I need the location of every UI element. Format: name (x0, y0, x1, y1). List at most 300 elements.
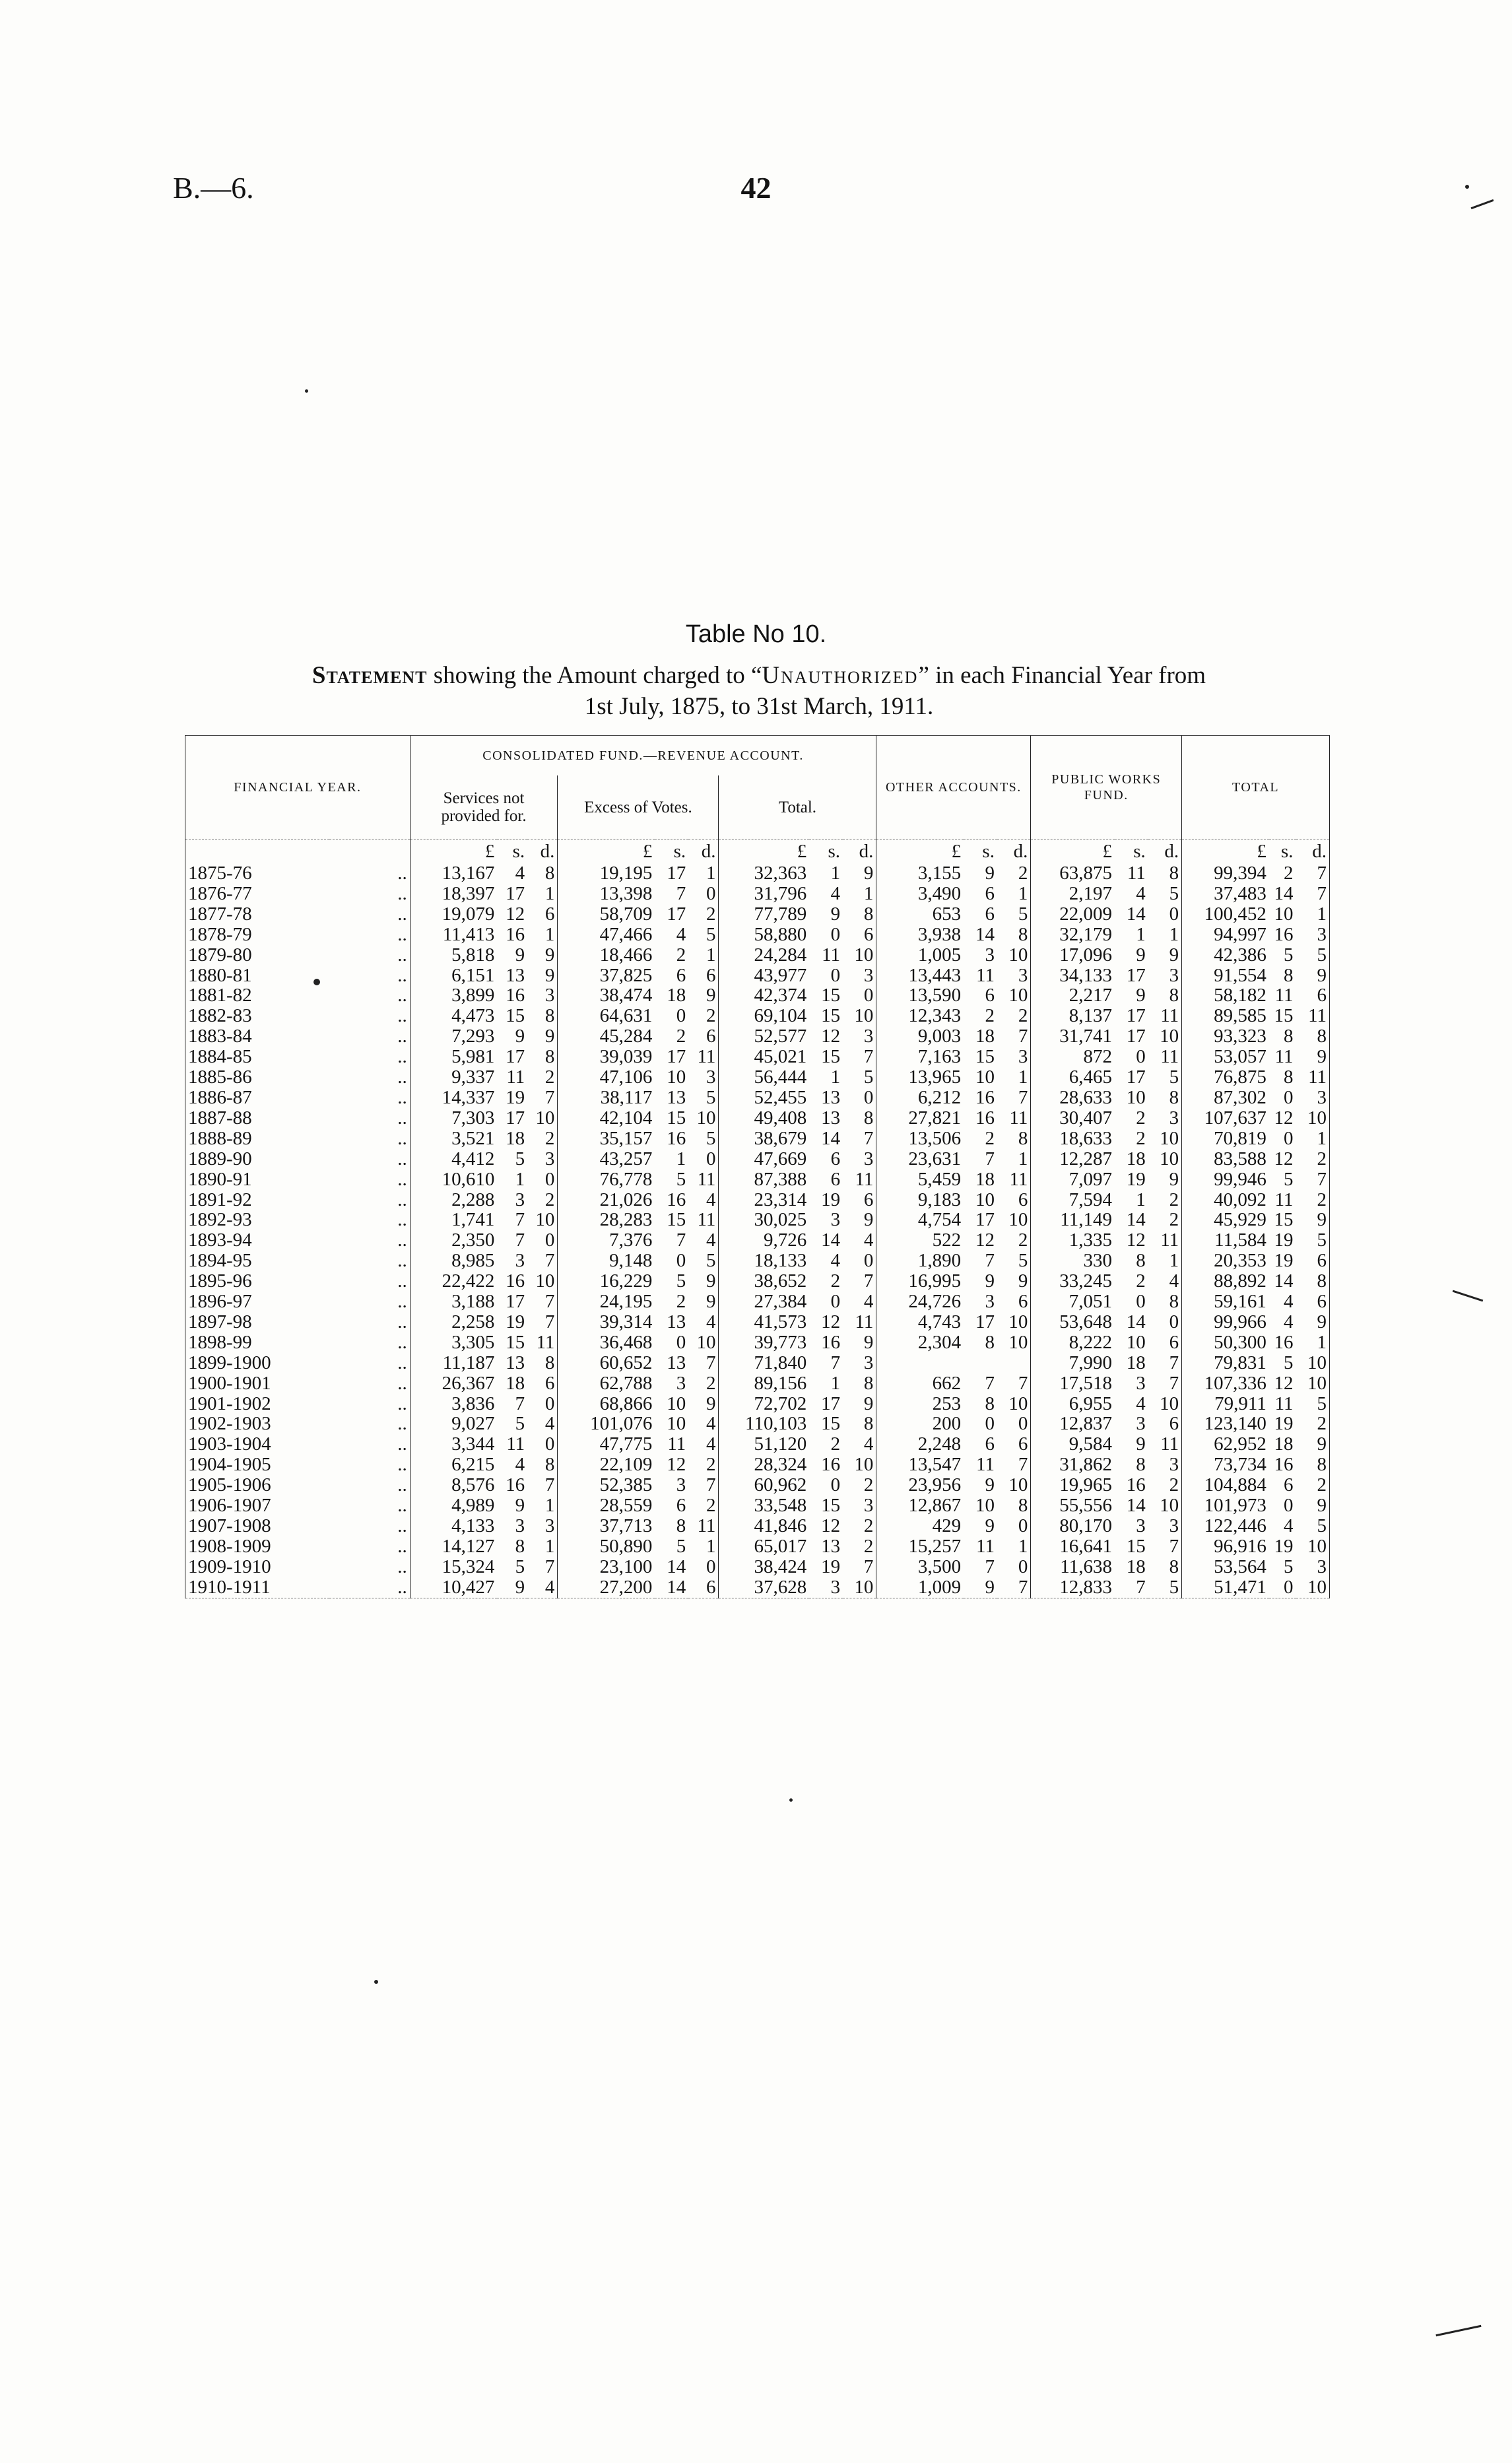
revenue-total-pence-cell: 0 (863, 985, 874, 1006)
public-works-shillings-cell: 0 (1136, 1046, 1146, 1068)
grand-total-pence-cell: 10 (1296, 1577, 1330, 1598)
grand-total-pounds-cell: 50,300 (1182, 1332, 1269, 1353)
public-works-pence-cell: 10 (1160, 1495, 1179, 1517)
other-accounts-pounds-cell: 7,163 (876, 1047, 964, 1067)
grand-total-pounds-cell: 37,483 (1182, 884, 1269, 904)
table-row (185, 1332, 1330, 1353)
excess-pence-cell: 5 (706, 1250, 716, 1272)
table-row (185, 1536, 1330, 1557)
revenue-total-shillings-cell: 19 (821, 1189, 841, 1210)
excess-pence-cell: 6 (706, 964, 716, 986)
revenue-total-pence-cell: 9 (863, 1331, 874, 1353)
revenue-total-pounds-cell: 41,846 (719, 1516, 809, 1536)
services-pounds-cell: 1,741 (410, 1210, 497, 1230)
services-pence-cell: 8 (544, 1454, 555, 1476)
financial-year-cell: 1903-1904 (185, 1434, 330, 1455)
public-works-pence-cell: 1 (1169, 1250, 1179, 1272)
public-works-pounds-cell: 12,837 (1031, 1414, 1115, 1434)
leader-dots: .. (397, 1189, 407, 1210)
services-pounds-cell: 3,899 (410, 985, 497, 1006)
table-row (185, 1088, 1330, 1108)
grand-total-pence-cell: 6 (1296, 1292, 1330, 1312)
table-row (185, 863, 1330, 884)
public-works-shillings-cell: 3 (1136, 1372, 1146, 1394)
revenue-total-pounds-cell: 42,374 (719, 985, 809, 1006)
excess-shillings-cell: 10 (667, 1067, 686, 1088)
financial-year-cell: 1882-83 (185, 1006, 330, 1026)
grand-total-pounds-cell: 87,302 (1182, 1088, 1269, 1108)
other-accounts-pence-cell: 2 (1018, 1005, 1028, 1027)
excess-shillings-cell: 7 (676, 1230, 686, 1251)
financial-year-cell: 1891-92 (185, 1190, 330, 1210)
other-accounts-shillings-cell: 6 (985, 903, 995, 925)
revenue-total-pounds-cell: 27,384 (719, 1292, 809, 1312)
table-row (185, 1414, 1330, 1434)
leader-dots: .. (397, 985, 407, 1006)
financial-year-cell: 1884-85 (185, 1047, 330, 1067)
grand-total-pence-cell: 5 (1296, 1394, 1330, 1414)
public-works-shillings-cell: 9 (1136, 944, 1146, 966)
excess-pence-cell: 11 (697, 1046, 716, 1068)
grand-total-pounds-cell: 104,884 (1182, 1475, 1269, 1495)
grand-total-shillings-cell: 19 (1274, 1250, 1294, 1272)
excess-pence-cell: 6 (706, 1026, 716, 1047)
excess-pence-cell: 2 (706, 1005, 716, 1027)
grand-total-pence-cell: 10 (1296, 1373, 1330, 1394)
services-pounds-cell: 19,079 (410, 904, 497, 925)
public-works-shillings-cell: 14 (1126, 1495, 1146, 1517)
public-works-shillings-cell: 8 (1136, 1454, 1146, 1476)
other-accounts-pounds-cell: 13,590 (876, 985, 964, 1006)
services-pounds-cell: 9,337 (410, 1067, 497, 1088)
financial-year-cell: 1889-90 (185, 1149, 330, 1169)
services-pence-cell: 9 (544, 1026, 555, 1047)
revenue-total-pounds-cell: 31,796 (719, 884, 809, 904)
services-pence-cell: 3 (544, 1515, 555, 1536)
services-shillings-cell: 15 (506, 1005, 525, 1027)
grand-total-pounds-cell: 70,819 (1182, 1129, 1269, 1149)
leader-dots: .. (397, 1474, 407, 1496)
services-shillings-cell: 16 (506, 923, 525, 945)
header-services-not-provided: Services not provided for. (410, 775, 558, 839)
excess-shillings-cell: 14 (655, 1577, 688, 1598)
leader-dots: .. (397, 1250, 407, 1272)
revenue-total-pounds-cell: 32,363 (719, 863, 809, 884)
services-pounds-cell: 26,367 (410, 1373, 497, 1394)
financial-year-cell: 1899-1900 (185, 1353, 330, 1373)
leader-dots: .. (397, 1086, 407, 1108)
public-works-shillings-cell: 14 (1126, 1311, 1146, 1332)
other-accounts-pounds-cell: 23,956 (876, 1475, 964, 1495)
excess-pounds-cell: 27,200 (558, 1577, 655, 1598)
revenue-total-pounds-cell: 51,120 (719, 1434, 809, 1455)
revenue-total-shillings-cell: 12 (821, 1515, 841, 1536)
grand-total-shillings-cell: 12 (1274, 1107, 1294, 1129)
revenue-total-pounds-cell: 38,424 (719, 1557, 809, 1577)
revenue-total-pence-cell: 11 (855, 1311, 874, 1332)
revenue-total-pounds-cell: 58,880 (719, 925, 809, 945)
revenue-total-shillings-cell: 0 (830, 1474, 841, 1496)
other-accounts-shillings-cell: 2 (985, 1127, 995, 1149)
leader-dots: .. (397, 923, 407, 945)
other-accounts-pence-cell: 2 (1018, 863, 1028, 884)
other-accounts-shillings-cell: 9 (964, 1577, 997, 1598)
revenue-total-shillings-cell: 3 (809, 1577, 843, 1598)
unit-pound: £ (876, 839, 964, 864)
unit-shilling: s. (1133, 840, 1146, 862)
leader-dots: .. (397, 1127, 407, 1149)
grand-total-pounds-cell: 89,585 (1182, 1006, 1269, 1026)
excess-pounds-cell: 36,468 (558, 1332, 655, 1353)
services-pence-cell: 0 (544, 1230, 555, 1251)
revenue-total-pence-cell: 6 (863, 1189, 874, 1210)
public-works-pence-cell: 10 (1160, 1026, 1179, 1047)
other-accounts-pence-cell: 9 (1018, 1270, 1028, 1292)
services-pounds-cell: 3,344 (410, 1434, 497, 1455)
revenue-total-pence-cell: 3 (863, 1352, 874, 1373)
revenue-total-shillings-cell: 14 (821, 1127, 841, 1149)
other-accounts-pounds-cell: 253 (876, 1394, 964, 1414)
unit-shilling: s. (828, 840, 841, 862)
other-accounts-shillings-cell: 9 (985, 1270, 995, 1292)
services-pence-cell: 7 (544, 1291, 555, 1313)
excess-shillings-cell: 17 (667, 863, 686, 884)
other-accounts-pence-cell: 1 (1018, 882, 1028, 904)
grand-total-pence-cell: 10 (1296, 1536, 1330, 1557)
public-works-shillings-cell: 10 (1126, 1331, 1146, 1353)
other-accounts-shillings-cell: 17 (975, 1209, 995, 1231)
public-works-shillings-cell: 2 (1136, 1270, 1146, 1292)
public-works-pence-cell: 2 (1169, 1474, 1179, 1496)
public-works-pence-cell: 3 (1169, 1107, 1179, 1129)
financial-year-cell: 1896-97 (185, 1292, 330, 1312)
header-financial-year: FINANCIAL YEAR. (185, 736, 411, 839)
excess-pounds-cell: 37,825 (558, 966, 655, 986)
public-works-pounds-cell: 7,990 (1031, 1353, 1115, 1373)
services-pounds-cell: 2,288 (410, 1190, 497, 1210)
public-works-shillings-cell: 12 (1126, 1230, 1146, 1251)
services-pence-cell: 6 (544, 1372, 555, 1394)
table-row (185, 1557, 1330, 1577)
grand-total-pounds-cell: 73,734 (1182, 1455, 1269, 1475)
grand-total-shillings-cell: 15 (1274, 1005, 1294, 1027)
excess-pence-cell: 0 (706, 1148, 716, 1169)
public-works-pence-cell: 9 (1169, 1168, 1179, 1190)
revenue-total-pounds-cell: 45,021 (719, 1047, 809, 1067)
grand-total-shillings-cell: 19 (1274, 1230, 1294, 1251)
revenue-total-pence-cell: 8 (863, 1107, 874, 1129)
excess-pence-cell: 0 (706, 882, 716, 904)
table-row (185, 1516, 1330, 1536)
other-accounts-pence-cell: 3 (1018, 964, 1028, 986)
grand-total-pounds-cell: 42,386 (1182, 945, 1269, 966)
excess-pounds-cell: 37,713 (558, 1516, 655, 1536)
grand-total-shillings-cell: 19 (1274, 1413, 1294, 1435)
services-pounds-cell: 2,258 (410, 1312, 497, 1332)
table-row (185, 1353, 1330, 1373)
public-works-pounds-cell: 330 (1031, 1251, 1115, 1271)
table-row (185, 1006, 1330, 1026)
public-works-pounds-cell: 63,875 (1031, 863, 1115, 884)
services-pence-cell: 0 (544, 1393, 555, 1414)
other-accounts-pounds-cell: 3,155 (876, 863, 964, 884)
services-shillings-cell: 19 (506, 1311, 525, 1332)
services-pounds-cell: 18,397 (410, 884, 497, 904)
revenue-total-shillings-cell: 6 (830, 1168, 841, 1190)
grand-total-pounds-cell: 107,336 (1182, 1373, 1269, 1394)
excess-pounds-cell: 16,229 (558, 1271, 655, 1292)
excess-pence-cell: 1 (706, 944, 716, 966)
excess-pence-cell: 0 (706, 1556, 716, 1577)
table-row (185, 1129, 1330, 1149)
table-row (185, 1577, 1330, 1598)
other-accounts-pence-cell: 0 (1018, 1515, 1028, 1536)
grand-total-shillings-cell: 14 (1274, 1270, 1294, 1292)
public-works-pounds-cell: 22,009 (1031, 904, 1115, 925)
header-consolidated-fund: CONSOLIDATED FUND.—REVENUE ACCOUNT. (410, 736, 876, 776)
services-pence-cell: 0 (544, 1433, 555, 1455)
table-row (185, 966, 1330, 986)
unit-shilling: s. (673, 840, 686, 862)
leader-dots: .. (397, 1331, 407, 1353)
services-pounds-cell: 3,305 (410, 1332, 497, 1353)
public-works-pounds-cell: 30,407 (1031, 1108, 1115, 1129)
revenue-total-shillings-cell: 0 (830, 923, 841, 945)
financial-year-cell: 1908-1909 (185, 1536, 330, 1557)
other-accounts-pounds-cell: 4,754 (876, 1210, 964, 1230)
scan-mark (1453, 1290, 1484, 1302)
grand-total-pounds-cell: 62,952 (1182, 1434, 1269, 1455)
other-accounts-shillings-cell: 3 (985, 944, 995, 966)
other-accounts-pence-cell: 7 (1018, 1372, 1028, 1394)
grand-total-pence-cell: 7 (1296, 1169, 1330, 1190)
grand-total-pounds-cell: 76,875 (1182, 1067, 1269, 1088)
services-pence-cell: 2 (544, 1189, 555, 1210)
services-pence-cell: 8 (544, 1046, 555, 1068)
public-works-pounds-cell: 12,833 (1031, 1577, 1115, 1598)
services-pence-cell: 1 (544, 1495, 555, 1517)
excess-pence-cell: 4 (706, 1230, 716, 1251)
public-works-pence-cell: 8 (1169, 1556, 1179, 1577)
leader-dots: .. (397, 1230, 407, 1251)
revenue-total-pence-cell: 0 (863, 1086, 874, 1108)
leader-dots: .. (397, 1026, 407, 1047)
header-revenue-total: Total. (719, 775, 876, 839)
services-pounds-cell: 4,133 (410, 1516, 497, 1536)
financial-year-cell: 1898-99 (185, 1332, 330, 1353)
other-accounts-pence-cell: 7 (1018, 1026, 1028, 1047)
excess-pounds-cell: 9,148 (558, 1251, 655, 1271)
revenue-total-pence-cell: 4 (863, 1230, 874, 1251)
services-pounds-cell: 8,985 (410, 1251, 497, 1271)
excess-shillings-cell: 17 (667, 1046, 686, 1068)
public-works-pence-cell: 8 (1169, 985, 1179, 1006)
grand-total-pounds-cell: 99,394 (1182, 863, 1269, 884)
grand-total-shillings-cell: 5 (1284, 1352, 1294, 1373)
other-accounts-pounds-cell: 6,212 (876, 1088, 964, 1108)
other-accounts-pence-cell: 6 (1018, 1433, 1028, 1455)
public-works-shillings-cell: 18 (1126, 1352, 1146, 1373)
revenue-total-pounds-cell: 23,314 (719, 1190, 809, 1210)
header-public-works-fund: PUBLIC WORKS FUND. (1031, 736, 1182, 839)
grand-total-shillings-cell: 12 (1274, 1148, 1294, 1169)
public-works-shillings-cell: 4 (1136, 882, 1146, 904)
public-works-pounds-cell: 6,465 (1031, 1067, 1115, 1088)
grand-total-pence-cell: 2 (1296, 1149, 1330, 1169)
grand-total-shillings-cell: 0 (1284, 1086, 1294, 1108)
other-accounts-pence-cell: 10 (1008, 1474, 1028, 1496)
excess-pounds-cell: 39,039 (558, 1047, 655, 1067)
public-works-pounds-cell: 872 (1031, 1047, 1115, 1067)
public-works-pence-cell: 7 (1169, 1352, 1179, 1373)
other-accounts-pence-cell: 6 (1018, 1291, 1028, 1313)
grand-total-pence-cell: 10 (1296, 1353, 1330, 1373)
public-works-shillings-cell: 17 (1126, 1005, 1146, 1027)
grand-total-pounds-cell: 79,831 (1182, 1353, 1269, 1373)
grand-total-pounds-cell: 94,997 (1182, 925, 1269, 945)
services-shillings-cell: 4 (515, 1454, 525, 1476)
grand-total-pence-cell: 7 (1296, 863, 1330, 884)
other-accounts-pence-cell: 7 (1018, 1086, 1028, 1108)
table-row (185, 1394, 1330, 1414)
services-shillings-cell: 12 (506, 903, 525, 925)
services-shillings-cell: 9 (515, 944, 525, 966)
excess-shillings-cell: 13 (667, 1311, 686, 1332)
financial-year-cell: 1910-1911 (185, 1577, 330, 1598)
excess-pounds-cell: 21,026 (558, 1190, 655, 1210)
revenue-total-pence-cell: 9 (863, 1209, 874, 1231)
services-pence-cell: 1 (544, 882, 555, 904)
services-shillings-cell: 3 (515, 1189, 525, 1210)
table-row (185, 1108, 1330, 1129)
services-shillings-cell: 9 (515, 1026, 525, 1047)
services-shillings-cell: 17 (506, 1107, 525, 1129)
grand-total-pounds-cell: 45,929 (1182, 1210, 1269, 1230)
revenue-total-shillings-cell: 1 (830, 1372, 841, 1394)
public-works-pence-cell: 11 (1160, 1046, 1179, 1068)
leader-dots: .. (397, 1270, 407, 1292)
leader-dots: .. (397, 1495, 407, 1517)
table-row (185, 1312, 1330, 1332)
table-row (185, 1067, 1330, 1088)
services-shillings-cell: 16 (506, 985, 525, 1006)
leader-dots: .. (397, 1535, 407, 1557)
public-works-pounds-cell: 11,149 (1031, 1210, 1115, 1230)
services-pounds-cell: 7,293 (410, 1026, 497, 1047)
services-shillings-cell: 18 (506, 1127, 525, 1149)
excess-pounds-cell: 64,631 (558, 1006, 655, 1026)
services-pence-cell: 2 (544, 1067, 555, 1088)
public-works-pounds-cell: 2,197 (1031, 884, 1115, 904)
excess-pence-cell: 9 (706, 1270, 716, 1292)
table-row (185, 1230, 1330, 1251)
revenue-total-shillings-cell: 16 (821, 1454, 841, 1476)
grand-total-shillings-cell: 5 (1284, 1168, 1294, 1190)
other-accounts-pence-cell: 10 (1008, 1209, 1028, 1231)
other-accounts-pounds-cell: 16,995 (876, 1271, 964, 1292)
grand-total-pence-cell: 1 (1296, 1332, 1330, 1353)
public-works-shillings-cell: 0 (1136, 1291, 1146, 1313)
services-shillings-cell: 7 (515, 1230, 525, 1251)
public-works-pence-cell: 8 (1169, 1291, 1179, 1313)
public-works-pounds-cell: 31,862 (1031, 1455, 1115, 1475)
revenue-total-pence-cell: 2 (863, 1515, 874, 1536)
units-row (185, 839, 1330, 864)
public-works-pence-cell: 6 (1169, 1331, 1179, 1353)
public-works-shillings-cell: 17 (1126, 1026, 1146, 1047)
revenue-total-shillings-cell: 17 (821, 1393, 841, 1414)
grand-total-pence-cell: 10 (1296, 1108, 1330, 1129)
excess-pence-cell: 10 (696, 1107, 716, 1129)
services-shillings-cell: 7 (515, 1393, 525, 1414)
other-accounts-pence-cell: 10 (1008, 1393, 1028, 1414)
revenue-total-shillings-cell: 3 (830, 1209, 841, 1231)
public-works-pence-cell: 3 (1169, 1515, 1179, 1536)
financial-year-cell: 1886-87 (185, 1088, 330, 1108)
services-shillings-cell: 8 (515, 1535, 525, 1557)
excess-shillings-cell: 2 (676, 944, 686, 966)
public-works-pounds-cell: 31,741 (1031, 1026, 1115, 1047)
excess-shillings-cell: 3 (676, 1474, 686, 1496)
other-accounts-shillings-cell: 10 (975, 1067, 995, 1088)
excess-shillings-cell: 15 (667, 1209, 686, 1231)
table-row (185, 945, 1330, 966)
public-works-pounds-cell: 32,179 (1031, 925, 1115, 945)
excess-pounds-cell: 22,109 (558, 1455, 655, 1475)
public-works-pounds-cell: 80,170 (1031, 1516, 1115, 1536)
grand-total-pence-cell: 9 (1296, 1047, 1330, 1067)
services-shillings-cell: 13 (506, 964, 525, 986)
services-shillings-cell: 18 (506, 1372, 525, 1394)
services-pence-cell: 1 (544, 1535, 555, 1557)
excess-pence-cell: 2 (706, 1495, 716, 1517)
public-works-shillings-cell: 18 (1126, 1556, 1146, 1577)
unit-pence: d. (1164, 840, 1179, 862)
table-row (185, 1169, 1330, 1190)
services-shillings-cell: 9 (515, 1495, 525, 1517)
revenue-total-pence-cell: 3 (863, 1026, 874, 1047)
excess-shillings-cell: 0 (676, 1005, 686, 1027)
excess-pence-cell: 2 (706, 903, 716, 925)
revenue-total-shillings-cell: 0 (830, 1291, 841, 1313)
other-accounts-shillings-cell (964, 1353, 997, 1373)
financial-year-cell: 1878-79 (185, 925, 330, 945)
other-accounts-pounds-cell: 1,009 (876, 1577, 964, 1598)
revenue-total-shillings-cell: 15 (821, 1046, 841, 1068)
grand-total-shillings-cell: 5 (1284, 944, 1294, 966)
grand-total-shillings-cell: 0 (1284, 1495, 1294, 1517)
excess-pence-cell: 9 (706, 1393, 716, 1414)
revenue-total-pounds-cell: 110,103 (719, 1414, 809, 1434)
excess-pounds-cell: 24,195 (558, 1292, 655, 1312)
public-works-shillings-cell: 15 (1126, 1535, 1146, 1557)
revenue-total-pence-cell: 2 (863, 1535, 874, 1557)
public-works-pounds-cell: 7,097 (1031, 1169, 1115, 1190)
leader-dots: .. (397, 1046, 407, 1068)
public-works-shillings-cell: 14 (1126, 903, 1146, 925)
other-accounts-pounds-cell: 662 (876, 1373, 964, 1394)
grand-total-shillings-cell: 4 (1284, 1515, 1294, 1536)
services-pence-cell: 7 (544, 1556, 555, 1577)
revenue-total-shillings-cell: 15 (821, 1413, 841, 1435)
other-accounts-shillings-cell: 9 (985, 1474, 995, 1496)
revenue-total-shillings-cell: 4 (830, 882, 841, 904)
revenue-total-pence-cell: 4 (863, 1433, 874, 1455)
excess-pence-cell: 4 (706, 1433, 716, 1455)
financial-year-cell: 1877-78 (185, 904, 330, 925)
grand-total-pounds-cell: 96,916 (1182, 1536, 1269, 1557)
excess-pounds-cell: 42,104 (558, 1108, 655, 1129)
